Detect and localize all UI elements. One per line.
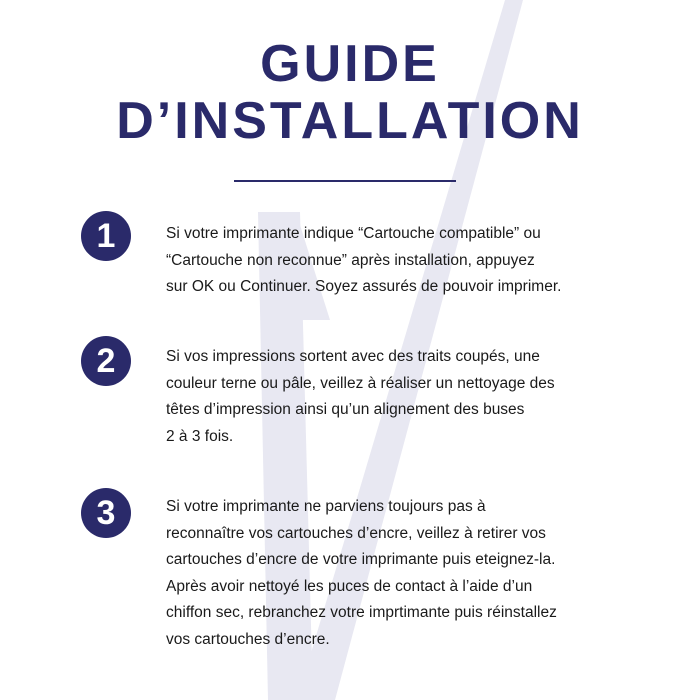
page-title	[0, 36, 700, 150]
title-divider	[234, 180, 456, 182]
step-text-line: couleur terne ou pâle, veillez à réaliser un nettoyage des	[166, 374, 555, 392]
step-text-line: chiffon sec, rebranchez votre imprtimante puis réinstallez	[166, 604, 557, 621]
step-text	[166, 494, 636, 653]
step-number-badge: 3	[81, 488, 131, 538]
step-text	[166, 344, 636, 450]
step-text-line: têtes d’impression ainsi qu’un alignement des buses	[166, 401, 525, 418]
step-text-line: Si votre imprimante indique “Cartouche compatible” ou	[166, 225, 541, 242]
step-text-line: sur OK ou Continuer. Soyez assurés de pouvoir imprimer.	[166, 278, 562, 295]
step-text-line: reconnaître vos cartouches d’encre, veillez à retirer vos	[166, 524, 546, 542]
step-text-line: “Cartouche non reconnue” après installation, appuyez	[166, 251, 535, 269]
step-text-line: Si votre imprimante ne parviens toujours pas à	[166, 498, 486, 515]
step-text-line: vos cartouches d’encre.	[166, 630, 330, 648]
step-text-line: Si vos impressions sortent avec des traits coupés, une	[166, 348, 540, 365]
title-line-2: D’INSTALLATION	[116, 92, 584, 150]
step-text-line: Après avoir nettoyé les puces de contact à l’aide d’un	[166, 577, 533, 595]
step-number-badge: 2	[81, 336, 131, 386]
step-text-line: cartouches d’encre de votre imprimante puis eteignez-la.	[166, 551, 556, 568]
step-number-badge: 1	[81, 211, 131, 261]
step-text	[166, 221, 636, 301]
title-line-1: GUIDE	[260, 35, 440, 93]
step-text-line: 2 à 3 fois.	[166, 427, 234, 445]
